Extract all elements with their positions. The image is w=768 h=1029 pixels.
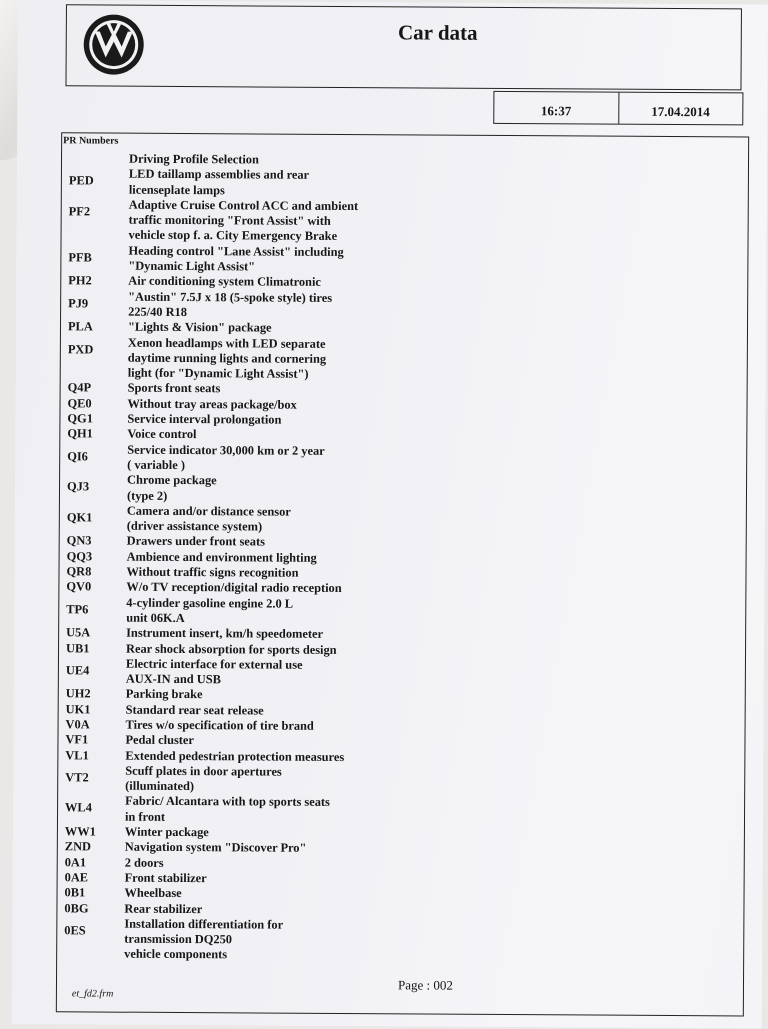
- pr-code: ZND: [64, 839, 92, 854]
- pr-description: Scuff plates in door apertures (illuminated): [125, 763, 282, 794]
- pr-description: Adaptive Cruise Control ACC and ambient traffic monitoring "Front Assist" with vehicle stop f. a. City Emergency Brake: [128, 197, 359, 244]
- pr-code: QH1: [67, 426, 93, 441]
- pr-code: 0AE: [64, 870, 89, 885]
- pr-code: VT2: [65, 770, 89, 785]
- page-number: Page : 002: [397, 977, 453, 993]
- pr-item-row: [68, 243, 398, 276]
- pr-description: 2 doors: [124, 855, 164, 870]
- pr-description: LED taillamp assemblies and rear licenseplate lamps: [128, 166, 310, 197]
- pr-description: Standard rear seat release: [125, 702, 264, 718]
- pr-description: Air conditioning system Climatronic: [128, 274, 321, 290]
- pr-description: Without tray areas package/box: [127, 396, 297, 412]
- pr-description: Sports front seats: [127, 381, 221, 396]
- pr-item-row: [67, 503, 397, 536]
- pr-code: TP6: [66, 601, 89, 617]
- pr-code: V0A: [65, 717, 90, 732]
- pr-code: VL1: [65, 747, 89, 763]
- pr-description: Drawers under front seats: [126, 534, 265, 549]
- pr-description: Navigation system "Discover Pro": [124, 840, 307, 856]
- pr-item-row: [66, 656, 396, 689]
- pr-code: [69, 151, 129, 167]
- pr-code: QK1: [66, 510, 93, 525]
- pr-code: WW1: [64, 824, 96, 839]
- pr-description: Rear stabilizer: [124, 901, 203, 916]
- pr-item-row: [65, 763, 395, 796]
- pr-numbers-list: [64, 151, 399, 964]
- pr-description: Service interval prolongation: [127, 411, 282, 427]
- pr-item-row: [66, 595, 396, 628]
- pr-description: Service indicator 30,000 km or 2 year ( variable ): [127, 442, 325, 472]
- pr-description: "Lights & Vision" package: [127, 319, 272, 335]
- pr-item-row: [69, 167, 399, 200]
- pr-description: Fabric/ Alcantara with top sports seats in front: [124, 794, 330, 824]
- pr-description: Rear shock absorption for sports design: [125, 641, 337, 657]
- pr-description: "Austin" 7.5J x 18 (5-spoke style) tires 225/40 R18: [128, 289, 333, 320]
- pr-code: UE4: [65, 663, 90, 678]
- pr-code: QE0: [67, 396, 92, 411]
- footer-filename: et_fd2.frm: [71, 988, 114, 1000]
- pr-code: QJ3: [66, 479, 90, 494]
- pr-code: Q4P: [67, 380, 92, 395]
- timestamp-box: [493, 91, 743, 126]
- pr-description: 4-cylinder gasoline engine 2.0 L unit 06K.A: [126, 595, 294, 625]
- pr-description: Parking brake: [125, 687, 203, 702]
- pr-description: Xenon headlamps with LED separate daytime running lights and cornering light (for "Dynamic Light Assist"): [127, 335, 327, 381]
- pr-description: Tires w/o specification of tire brand: [125, 717, 314, 733]
- pr-code: QN3: [66, 533, 92, 548]
- pr-code: 0B1: [64, 885, 86, 900]
- pr-description: Chrome package (type 2): [126, 472, 217, 503]
- pr-description: Wheelbase: [124, 885, 182, 901]
- pr-description: Voice control: [127, 427, 197, 442]
- pr-code: QI6: [67, 448, 88, 464]
- pr-code: U5A: [66, 625, 91, 640]
- pr-code: PH2: [68, 273, 92, 288]
- pr-code: 0ES: [64, 923, 86, 938]
- pr-code: PJ9: [68, 295, 89, 311]
- pr-item-row: [65, 794, 395, 827]
- section-label: PR Numbers: [63, 135, 119, 147]
- pr-item-row: [67, 473, 397, 506]
- pr-code: QR8: [66, 564, 92, 579]
- pr-description: Without traffic signs recognition: [126, 564, 299, 580]
- pr-description: W/o TV reception/digital radio reception: [126, 579, 342, 596]
- pr-description: Pedal cluster: [125, 732, 195, 748]
- pr-description: Heading control "Lane Assist" including "Dynamic Light Assist": [128, 243, 344, 274]
- header-box: [65, 4, 741, 90]
- pr-code: 0A1: [64, 854, 87, 870]
- date-value: 17.04.2014: [651, 103, 710, 120]
- pr-code: PED: [68, 173, 94, 188]
- pr-code: QG1: [67, 411, 93, 426]
- pr-code: VF1: [65, 732, 89, 747]
- pr-code: UK1: [65, 701, 91, 717]
- pr-code: UH2: [65, 686, 91, 701]
- pr-item-row: [68, 335, 398, 383]
- pr-item-row: [68, 289, 398, 322]
- pr-item-row: [67, 442, 397, 475]
- pr-code: PLA: [67, 319, 93, 334]
- pr-description: Installation differentiation for transmission DQ250 vehicle components: [124, 916, 284, 962]
- pr-description: Electric interface for external use AUX-IN and USB: [125, 656, 303, 687]
- pr-description: Instrument insert, km/h speedometer: [126, 625, 324, 642]
- document-page: [12, 0, 768, 1029]
- pr-code: QQ3: [66, 549, 93, 564]
- pr-description: Extended pedestrian protection measures: [125, 748, 345, 764]
- pr-code: UB1: [66, 640, 90, 655]
- pr-description: Driving Profile Selection: [128, 151, 259, 167]
- pr-code: 0BG: [64, 900, 89, 915]
- pr-code: QV0: [66, 579, 92, 594]
- pr-code: WL4: [65, 800, 92, 815]
- page-title: Car data: [397, 20, 478, 45]
- pr-description: Ambience and environment lighting: [126, 549, 317, 565]
- pr-code: PF2: [68, 204, 91, 219]
- pr-description: Winter package: [124, 824, 209, 840]
- pr-item-row: [64, 916, 394, 964]
- time-value: 16:37: [494, 92, 619, 124]
- pr-description: Front stabilizer: [124, 870, 207, 886]
- pr-item-row: [69, 197, 399, 245]
- pr-description: Camera and/or distance sensor (driver assistance system): [126, 503, 291, 534]
- pr-code: PXD: [67, 341, 94, 357]
- pr-code: PFB: [68, 250, 92, 265]
